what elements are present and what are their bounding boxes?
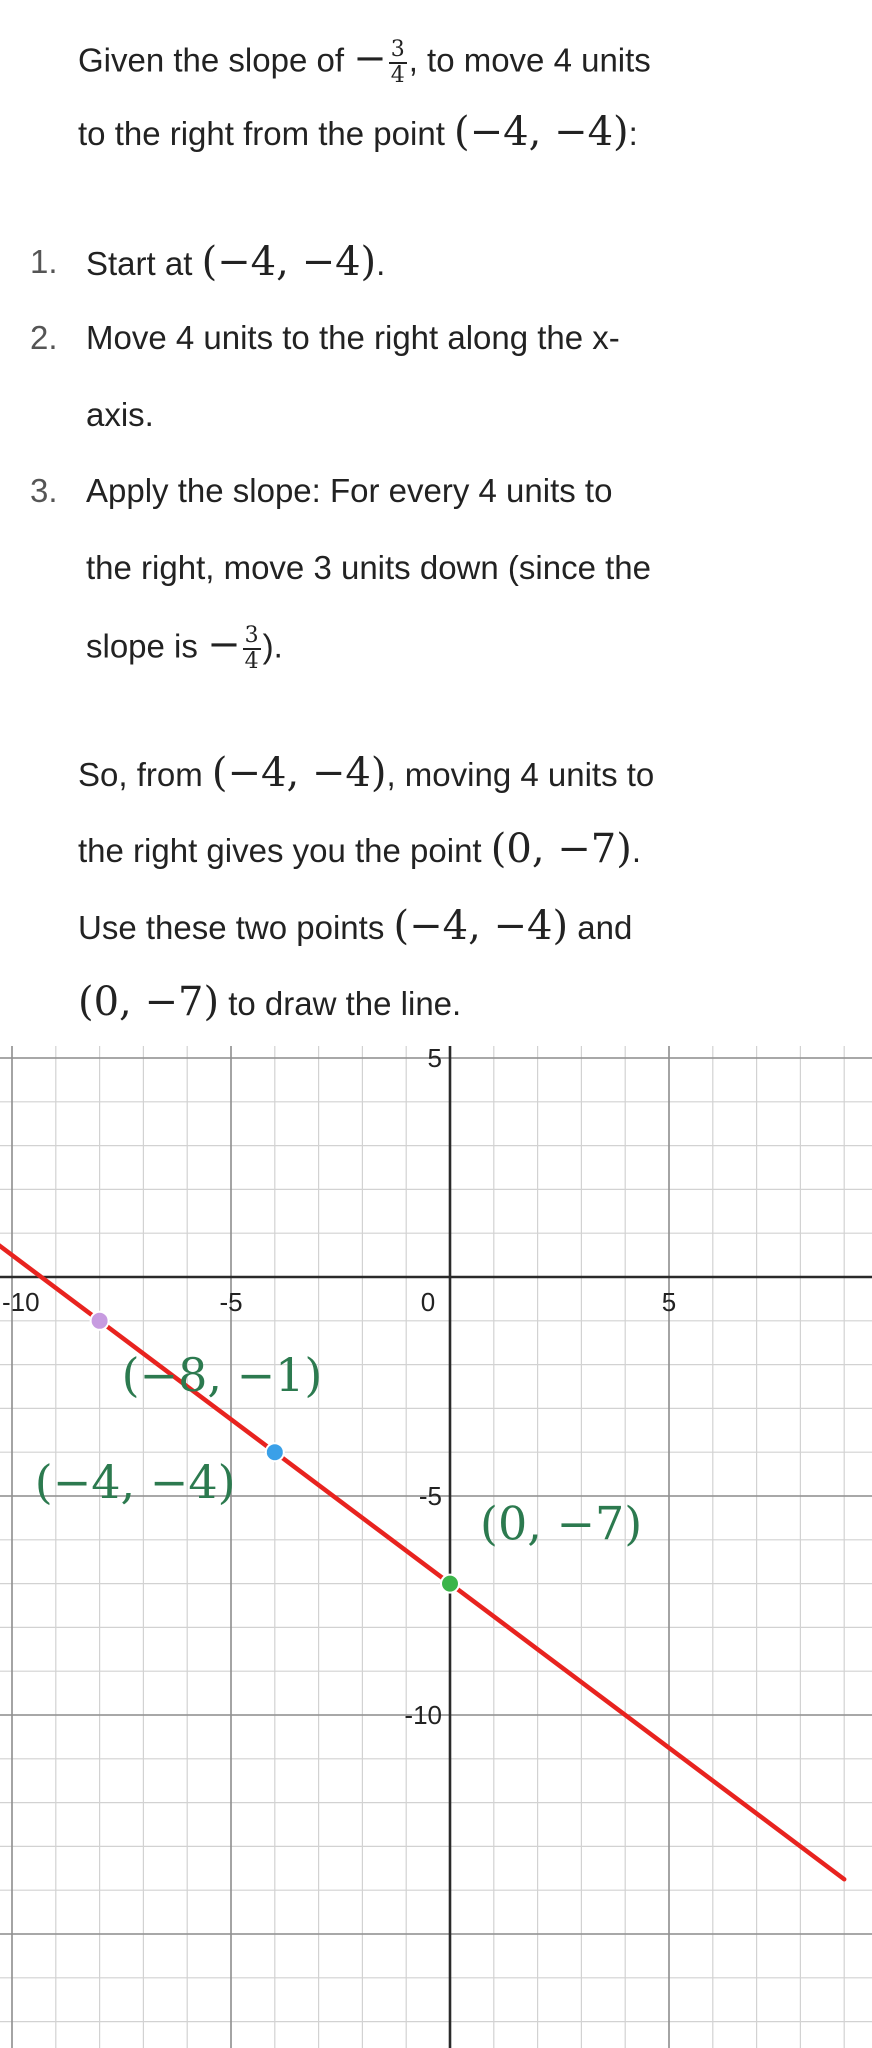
conclusion-math-1: (−4, −4) (211, 750, 387, 796)
plot-point (441, 1575, 459, 1593)
conclusion-math-2: (0, −7) (490, 826, 632, 872)
step-3-line-2: the right, move 3 units down (since the (86, 549, 651, 586)
conclusion-text-3: Use these two points (78, 909, 385, 946)
step-1-period: . (376, 245, 386, 282)
conclusion-text-3b: and (577, 909, 633, 946)
intro-line-2 (78, 109, 638, 155)
conclusion-line-2 (78, 826, 641, 872)
major-grid (0, 1046, 872, 2048)
y-tick-label: 5 (427, 1046, 442, 1073)
step-3-fraction (243, 624, 261, 674)
conclusion-text-4: to draw the line. (228, 985, 462, 1022)
point-label: (0, −7) (480, 1496, 643, 1551)
step-3-line-3 (86, 621, 283, 674)
x-tick-label: 0 (420, 1287, 436, 1317)
step-2-line-1: Move 4 units to the right along the x- (86, 319, 620, 356)
conclusion-line-3 (78, 903, 633, 949)
intro-text: Given the slope of (78, 41, 344, 79)
x-tick-label: -10 (2, 1287, 40, 1317)
point-label: (−4, −4) (34, 1455, 236, 1510)
intro-text-2: to the right from the point (78, 115, 445, 152)
slope-fraction (389, 38, 407, 88)
y-tick-label: -10 (404, 1700, 442, 1730)
step-3-text: slope is (86, 627, 198, 665)
x-tick-label: 5 (661, 1287, 677, 1317)
conclusion-text-1: So, from (78, 756, 203, 793)
intro-line-1 (78, 35, 651, 88)
slope-numerator: 3 (390, 37, 405, 62)
step-1-text: Start at (86, 245, 193, 282)
slope-sign: − (353, 35, 387, 82)
plot-point (91, 1312, 109, 1330)
y-tick-label: -5 (418, 1481, 442, 1511)
conclusion-line-4 (78, 979, 462, 1025)
minor-grid (0, 1046, 872, 2048)
point-label: (−8, −1) (121, 1347, 323, 1402)
start-point-math: (−4, −4) (454, 109, 629, 155)
intro-colon: : (628, 115, 638, 152)
step-3-numerator: 3 (244, 623, 259, 648)
step-3-sign: − (207, 621, 241, 668)
step-2-line-2: axis. (86, 396, 154, 433)
conclusion-text-1b: , moving 4 units to (386, 756, 655, 793)
step-3-number: 3. (30, 472, 58, 509)
conclusion-period: . (631, 832, 641, 869)
plot-point (266, 1443, 284, 1461)
step-1-math: (−4, −4) (201, 239, 377, 285)
x-tick-label: -5 (219, 1287, 243, 1317)
step-3-denominator: 4 (244, 649, 259, 674)
step-3-end: ). (262, 627, 283, 665)
conclusion-line-1 (78, 750, 655, 796)
axes (0, 1046, 872, 2048)
conclusion-math-3: (−4, −4) (393, 903, 569, 949)
step-2-number: 2. (30, 319, 58, 356)
conclusion-math-4: (0, −7) (78, 979, 220, 1025)
step-3-line-1: Apply the slope: For every 4 units to (86, 472, 613, 509)
slope-denominator: 4 (390, 63, 405, 88)
intro-text-end: , to move 4 units (408, 41, 651, 79)
step-1-number: 1. (30, 243, 58, 280)
coordinate-graph (0, 1046, 872, 2048)
step-1-line (86, 239, 386, 285)
conclusion-text-2: the right gives you the point (78, 832, 482, 869)
